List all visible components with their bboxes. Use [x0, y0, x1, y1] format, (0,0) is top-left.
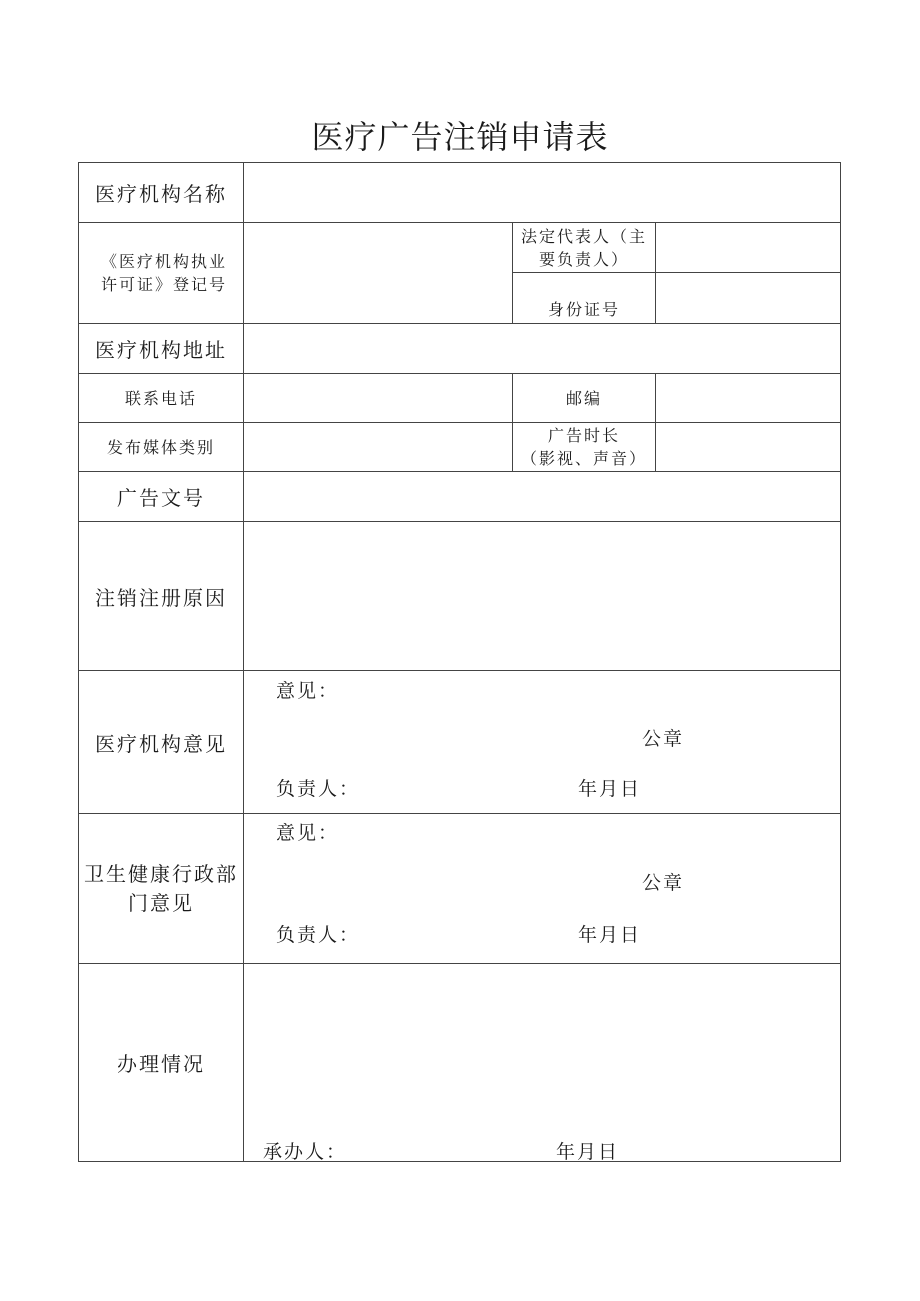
handler-label: 承办人：	[263, 1141, 348, 1163]
ad-duration-label-line1: 广告时长	[547, 426, 620, 445]
ad-duration-label-line2: （影视、声音）	[520, 449, 647, 468]
cancel-reason-label: 注销注册原因	[95, 585, 227, 610]
page-title: 医疗广告注销申请表	[311, 118, 609, 156]
health-dept-opinion-label	[79, 814, 243, 963]
ad-doc-no-field[interactable]	[244, 472, 840, 521]
table-border	[840, 162, 841, 1162]
health-dept-label-line1: 卫生健康行政部	[84, 861, 238, 886]
legal-rep-label: 法定代表人（主要负责人）	[520, 226, 647, 269]
inst-opinion-label: 医疗机构意见	[95, 731, 227, 756]
media-type-label: 发布媒体类别	[106, 437, 215, 457]
ad-duration-label	[513, 423, 655, 471]
handling-date-label: 年月日	[556, 1141, 620, 1163]
ad-doc-no-label: 广告文号	[117, 486, 205, 510]
handling-field[interactable]	[244, 964, 840, 1161]
address-field[interactable]	[244, 324, 840, 373]
dept-date-label: 年月日	[578, 924, 642, 946]
dept-responsible-label: 负责人：	[276, 924, 361, 946]
media-type-field[interactable]	[244, 423, 512, 471]
inst-opinion-prefix: 意见：	[276, 680, 340, 702]
inst-seal-label: 公章	[642, 728, 685, 750]
handling-label: 办理情况	[117, 1052, 205, 1076]
phone-label: 联系电话	[124, 388, 197, 408]
health-dept-label-line2: 门意见	[128, 890, 194, 915]
phone-field[interactable]	[244, 374, 512, 422]
id-number-field[interactable]	[656, 273, 840, 323]
dept-opinion-prefix: 意见：	[276, 822, 340, 844]
postcode-label: 邮编	[565, 388, 602, 408]
legal-rep-field[interactable]	[656, 223, 840, 272]
inst-date-label: 年月日	[578, 778, 642, 800]
institution-name-label: 医疗机构名称	[95, 182, 227, 206]
postcode-field[interactable]	[656, 374, 840, 422]
institution-name-field[interactable]	[244, 163, 840, 222]
cancel-reason-field[interactable]	[244, 522, 840, 670]
license-reg-no-field[interactable]	[244, 223, 512, 323]
address-label: 医疗机构地址	[95, 338, 227, 362]
id-number-label: 身份证号	[547, 299, 620, 319]
dept-seal-label: 公章	[642, 872, 685, 894]
inst-responsible-label: 负责人：	[276, 778, 361, 800]
license-reg-no-label: 《医疗机构执业许可证》登记号	[100, 252, 227, 294]
ad-duration-field[interactable]	[656, 423, 840, 471]
table-border	[78, 1161, 841, 1162]
